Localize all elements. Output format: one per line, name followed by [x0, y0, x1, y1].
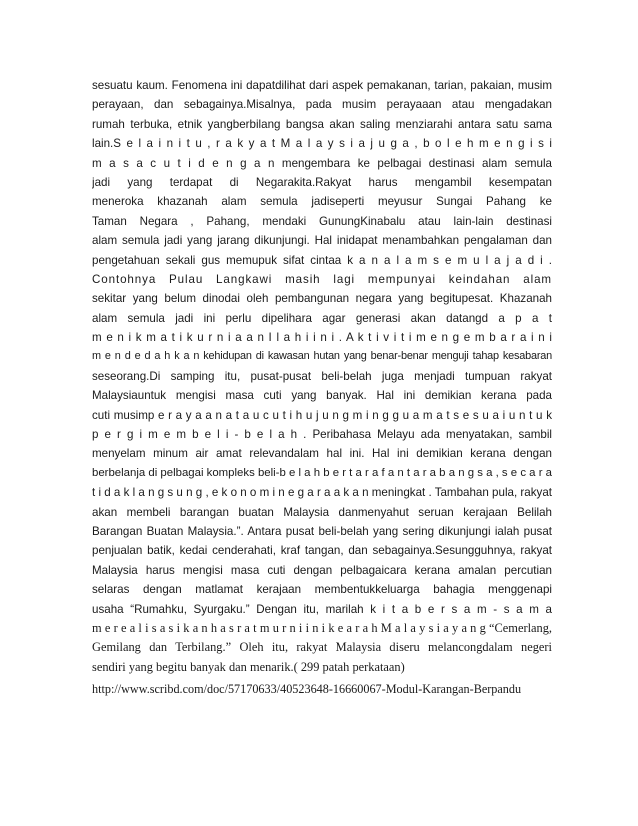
essay-line: jadi yang terdapat di Negarakita.Rakyat harus mengambil kesempatan	[92, 175, 552, 189]
essay-line: cuti musimp e r a y a a n a t a u c u t i h u j u n g m i n g g u a m a t s e s u a i u n t u k	[92, 408, 552, 422]
essay-line: berbelanja di pelbagai kompleks beli-b e l a h b e r t a r a f a n t a r a b a n g s a , s e c a r a	[92, 466, 552, 479]
essay-line: m e n i k m a t i k u r n i a a n I l a h i i n i . A k t i v i t i m e n g e m b a r a i n i	[92, 331, 552, 345]
essay-line: selaras dengan matlamat kerajaan membentukkeluarga bahagia menggenapi	[92, 583, 552, 597]
essay-line: sekitar yang belum dinodai oleh pembangunan negara yang begitupesat. Khazanah	[92, 292, 552, 306]
essay-line: m e r e a l i s a s i k a n h a s r a t m u r n i i n i k e a r a h M a l a y s i a y a n g “Cemerlang,	[92, 620, 552, 635]
essay-line: lain.S e l a i n i t u , r a k y a t M a l a y s i a j u g a , b o l e h m e n g i s i	[92, 137, 552, 151]
essay-line: Barangan Buatan Malaysia.”. Antara pusat beli-belah yang sering dikunjungi ialah pusat	[92, 524, 552, 538]
essay-line: sesuatu kaum. Fenomena ini dapatdilihat dari aspek pemakanan, tarian, pakaian, musim	[92, 79, 552, 92]
essay-line: p e r g i m e m b e l i - b e l a h . Peribahasa Melayu ada menyatakan, sambil	[92, 428, 552, 442]
essay-line: menyelam minum air amat relevandalam hal ini. Hal ini demikian kerana dengan	[92, 447, 552, 461]
essay-line: pengetahuan sekali gus memupuk sifat cintaa k a n a l a m s e m u l a j a d i .	[92, 253, 552, 267]
essay-line: Gemilang dan Terbilang.” Oleh itu, rakyat Malaysia diseru melancongdalam negeri	[92, 640, 552, 655]
essay-line: rumah terbuka, etnik yangberbilang bangsa akan saling menziarahi antara satu sama	[92, 117, 552, 131]
essay-line: seseorang.Di samping itu, pusat-pusat beli-belah juga menjadi tumpuan rakyat	[92, 369, 552, 383]
essay-line: penjualan batik, kedai cenderahati, kraf tangan, dan sebagainya.Sesungguhnya, rakyat	[92, 544, 552, 558]
essay-line: alam semula jadi yang jarang dikunjungi. Hal inidapat menambahkan pengalaman dan	[92, 234, 552, 248]
essay-line: m a s a c u t i d e n g a n mengembara ke pelbagai destinasi alam semula	[92, 156, 552, 170]
essay-line: Malaysia harus mengisi masa cuti dengan pelbagaicara kerana amalan percutian	[92, 563, 552, 577]
essay-line: Malaysiauntuk mengisi masa cuti yang banyak. Hal ini demikian kerana pada	[92, 389, 552, 403]
essay-line: usaha “Rumahku, Syurgaku.” Dengan itu, marilah k i t a b e r s a m - s a m a	[92, 602, 552, 616]
essay-line: Contohnya Pulau Langkawi masih lagi mempunyai keindahan alam	[92, 272, 552, 286]
essay-line: alam semula jadi ini perlu dipelihara agar generasi akan datangd a p a t	[92, 311, 552, 325]
essay-line: perayaan, dan sebagainya.Misalnya, pada musim perayaaan atau mengadakan	[92, 98, 552, 112]
essay-line: akan membeli barangan buatan Malaysia danmenyahut seruan kerajaan Belilah	[92, 505, 552, 519]
essay-line: Taman Negara , Pahang, mendaki GunungKinabalu atau lain-lain destinasi	[92, 214, 552, 228]
essay-line: meneroka khazanah alam semula jadiseperti meyusur Sungai Pahang ke	[92, 195, 552, 209]
essay-line: sendiri yang begitu banyak dan menarik.( 299 patah perkataan)	[92, 659, 405, 674]
essay-body	[92, 76, 552, 677]
source-url: http://www.scribd.com/doc/57170633/40523648-16660067-Modul-Karangan-Berpandu	[92, 682, 522, 696]
essay-line: m e n d e d a h k a n kehidupan di kawasan hutan yang benar-benar menguji tahap kesabaran	[92, 350, 552, 363]
essay-line: t i d a k l a n g s u n g , e k o n o m i n e g a r a a k a n meningkat . Tambahan pula, rakyat	[92, 486, 552, 500]
